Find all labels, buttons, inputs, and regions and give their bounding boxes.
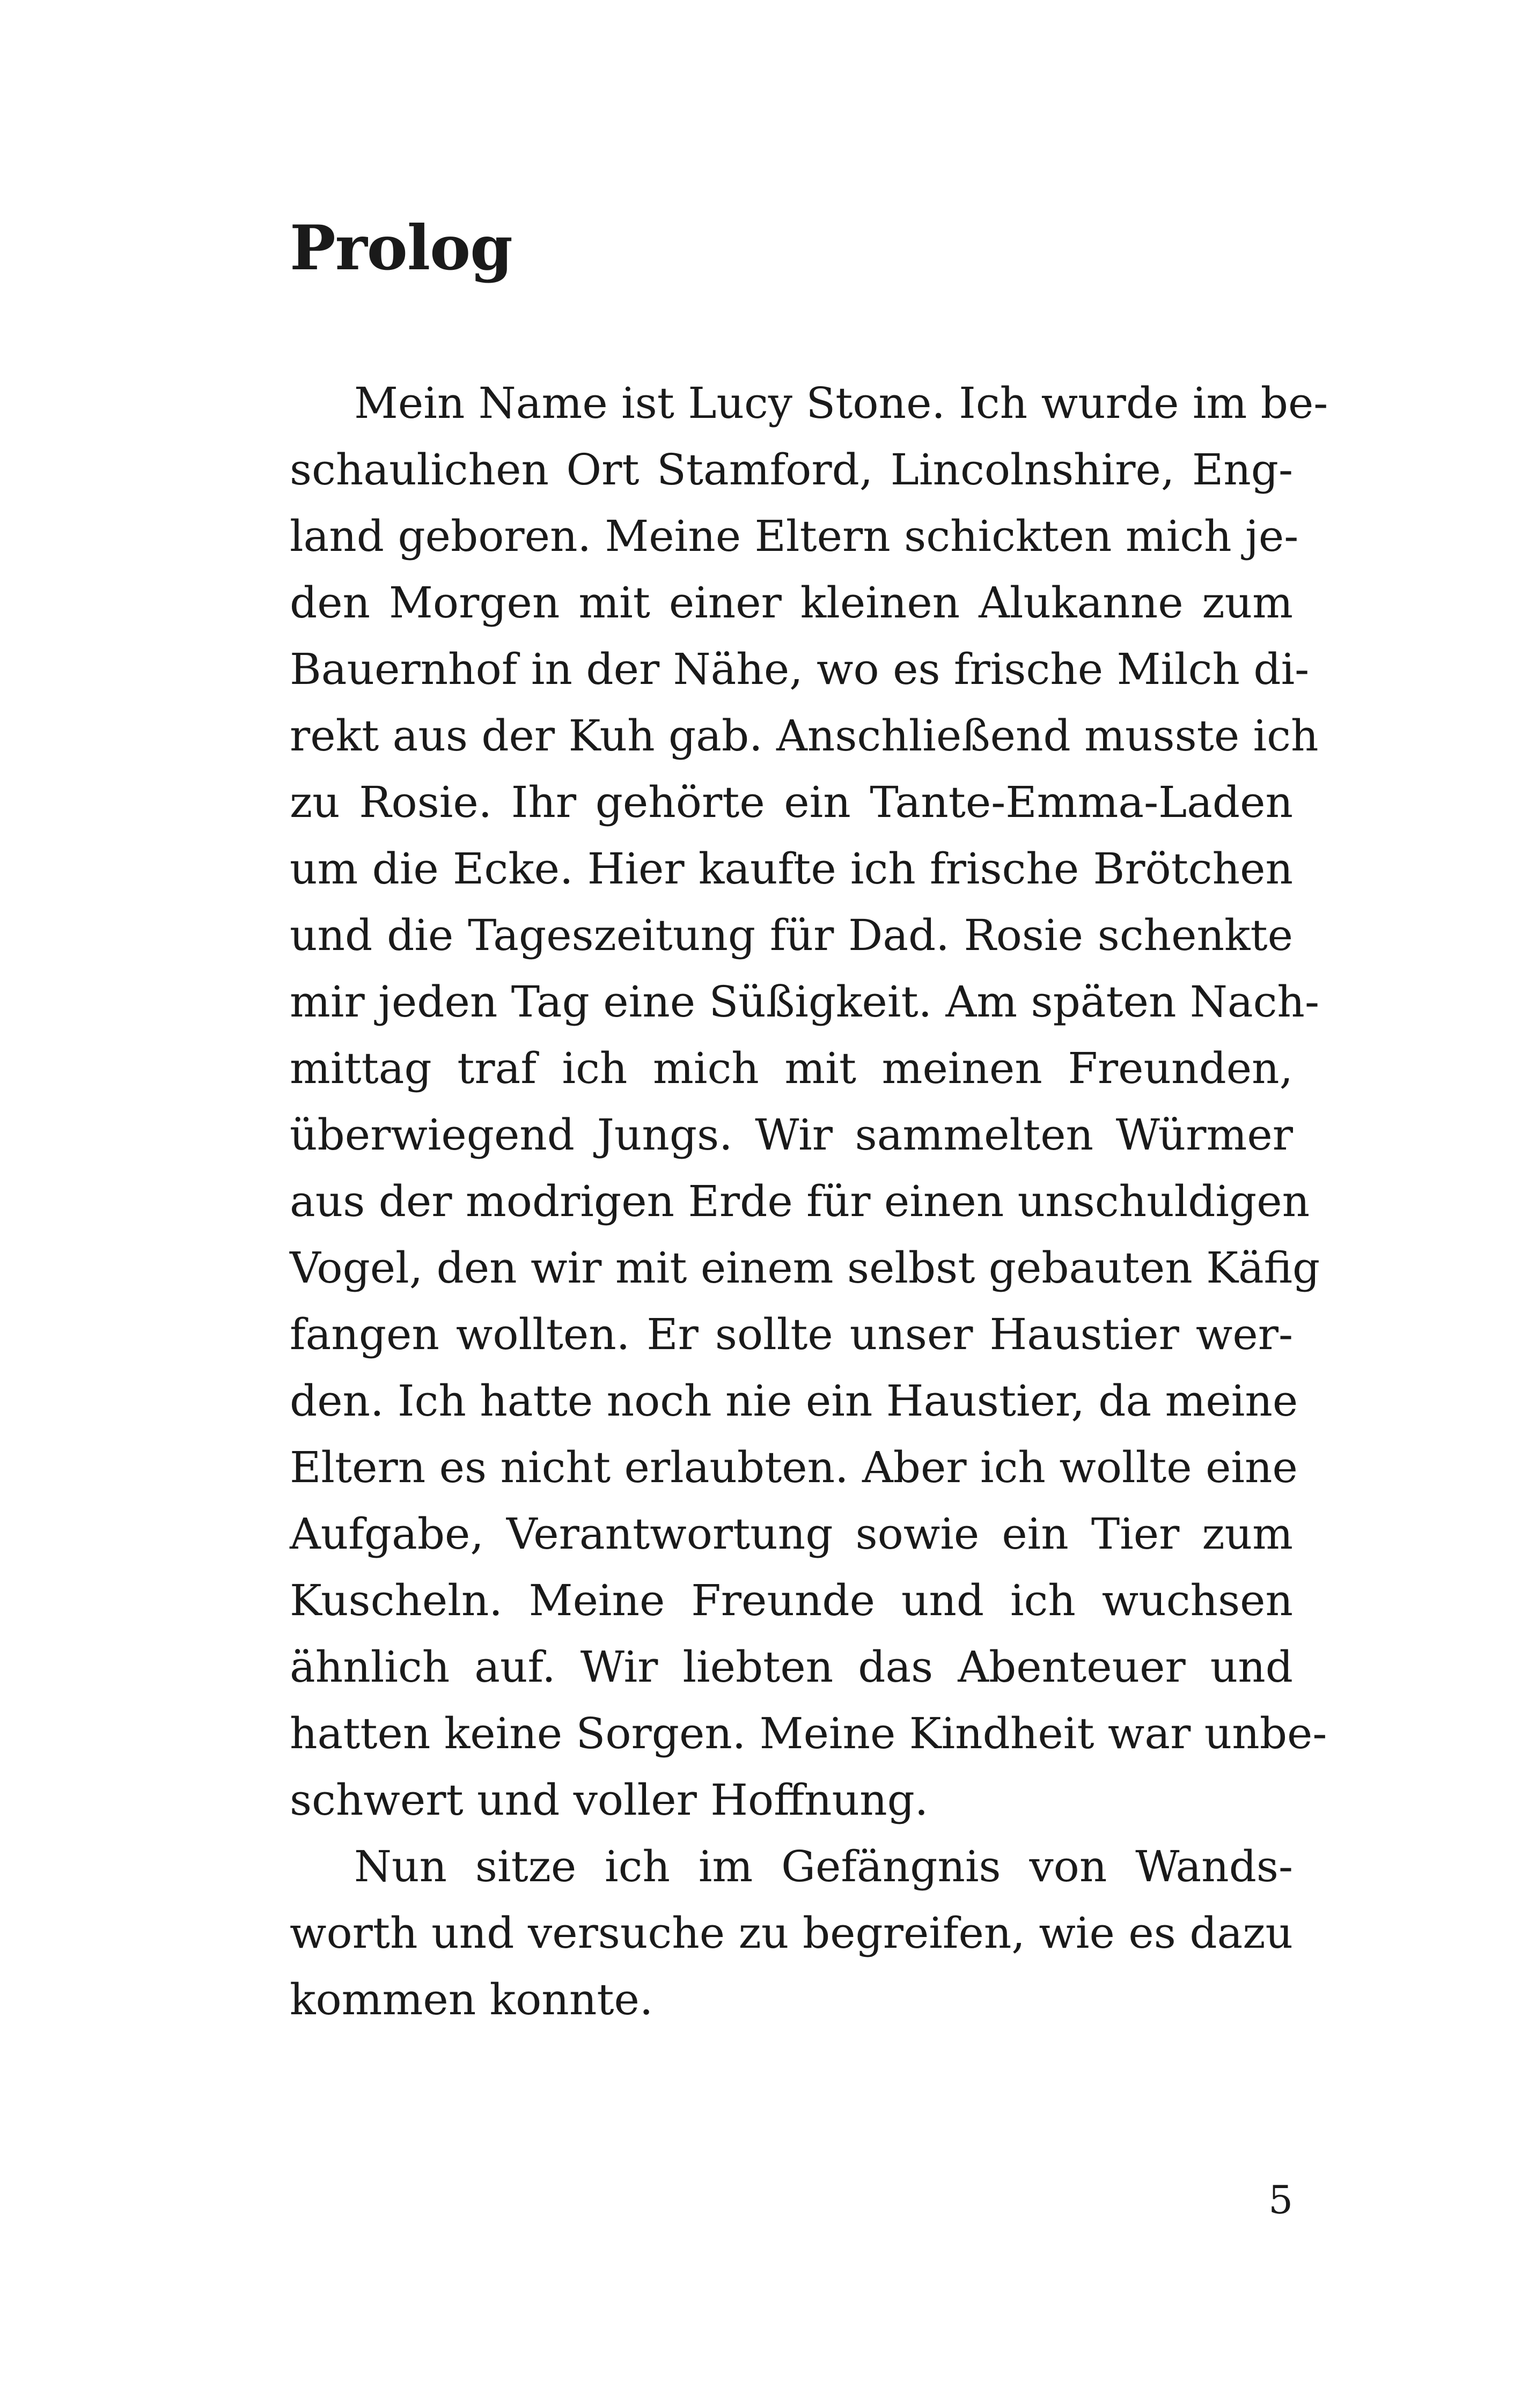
paragraph-1 (290, 370, 1328, 1833)
text-line: mir jeden Tag eine Süßigkeit. Am späten Nach- (290, 977, 1319, 1027)
text-line: kommen konnte. (290, 1975, 653, 2024)
text-line: ähnlich auf. Wir liebten das Abenteuer und (290, 1642, 1293, 1692)
text-line: den. Ich hatte noch nie ein Haustier, da meine (290, 1376, 1298, 1426)
text-line: den Morgen mit einer kleinen Alukanne zum (290, 578, 1293, 628)
text-line: Eltern es nicht erlaubten. Aber ich wollte eine (290, 1442, 1298, 1492)
text-line: Aufgabe, Verantwortung sowie ein Tier zum (290, 1509, 1293, 1559)
text-line: rekt aus der Kuh gab. Anschließend musste ich (290, 711, 1319, 761)
text-line: Bauernhof in der Nähe, wo es frische Milch di- (290, 644, 1310, 694)
text-line: land geboren. Meine Eltern schickten mich je- (290, 511, 1299, 561)
chapter-title: Prolog (290, 212, 512, 284)
paragraph-2 (290, 1833, 1293, 2033)
text-line: schwert und voller Hoffnung. (290, 1775, 929, 1825)
text-line: aus der modrigen Erde für einen unschuldigen (290, 1176, 1310, 1226)
text-line: mittag traf ich mich mit meinen Freunden, (290, 1043, 1293, 1093)
text-line: Kuscheln. Meine Freunde und ich wuchsen (290, 1575, 1293, 1625)
text-line: worth und versuche zu begreifen, wie es dazu (290, 1908, 1293, 1958)
text-line: schaulichen Ort Stamford, Lincolnshire, Eng- (290, 445, 1293, 495)
text-line: fangen wollten. Er sollte unser Haustier wer- (290, 1309, 1293, 1359)
body-text (290, 370, 1328, 2033)
text-line: um die Ecke. Hier kaufte ich frische Brötchen (290, 844, 1293, 894)
text-line: zu Rosie. Ihr gehörte ein Tante-Emma-Laden (290, 777, 1293, 827)
text-line: Nun sitze ich im Gefängnis von Wands- (354, 1842, 1293, 1891)
text-line: hatten keine Sorgen. Meine Kindheit war unbe- (290, 1709, 1327, 1758)
text-line: Vogel, den wir mit einem selbst gebauten Käfig (290, 1243, 1320, 1293)
page-number: 5 (1268, 2177, 1293, 2222)
text-line: und die Tageszeitung für Dad. Rosie schenkte (290, 910, 1293, 960)
text-line: überwiegend Jungs. Wir sammelten Würmer (290, 1110, 1293, 1160)
text-line: Mein Name ist Lucy Stone. Ich wurde im be- (354, 378, 1328, 428)
